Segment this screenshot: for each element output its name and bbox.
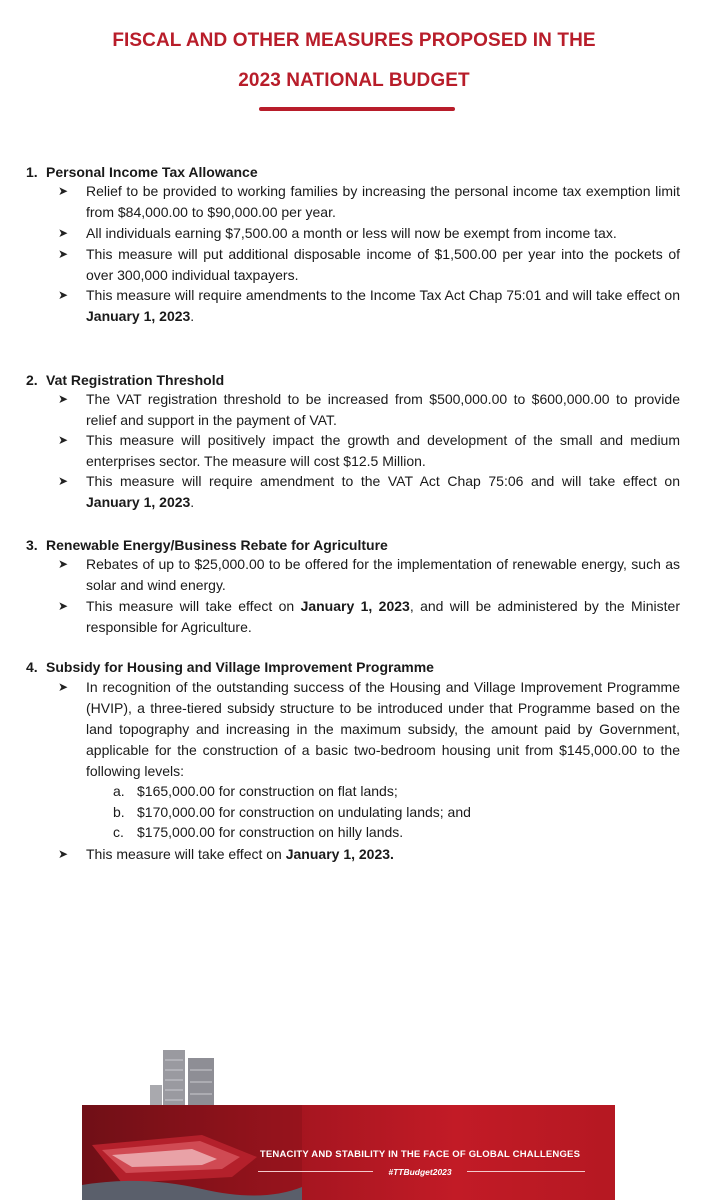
- section-title: Vat Registration Threshold: [46, 372, 225, 388]
- bullet-text: All individuals earning $7,500.00 a month or less will now be exempt from income tax.: [86, 225, 617, 241]
- arrow-bullet-icon: ➤: [58, 680, 69, 694]
- section-number: 3.: [26, 537, 38, 553]
- list-item: [58, 181, 680, 223]
- section-heading: [26, 162, 258, 182]
- list-item: [58, 554, 680, 596]
- section-heading: [26, 657, 434, 677]
- list-item: [58, 389, 680, 431]
- bullet-text: This measure will put additional disposable income of $1,500.00 per year into the pockets of over 300,000 individual taxpayers.: [86, 246, 680, 283]
- arrow-bullet-icon: ➤: [58, 847, 69, 861]
- list-item: [58, 223, 680, 244]
- arrow-bullet-icon: ➤: [58, 226, 69, 240]
- section-number: 4.: [26, 659, 38, 675]
- list-item: [58, 844, 680, 865]
- list-item: [58, 471, 680, 513]
- sub-list-item: c. $175,000.00 for construction on hilly lands.: [113, 824, 404, 840]
- arrow-bullet-icon: ➤: [58, 392, 69, 406]
- bullet-text: This measure will require amendment to the VAT Act Chap 75:06 and will take effect on January 1, 2023.: [86, 473, 680, 510]
- list-item: [58, 596, 680, 638]
- footer-divider: [258, 1171, 373, 1172]
- section-title: Subsidy for Housing and Village Improvement Programme: [46, 659, 434, 675]
- bullet-text: This measure will take effect on January 1, 2023, and will be administered by the Minister responsible for Agriculture.: [86, 598, 681, 635]
- arrow-bullet-icon: ➤: [58, 184, 69, 198]
- list-item: [58, 677, 680, 782]
- bullet-text: This measure will take effect on January 1, 2023.: [86, 846, 394, 862]
- sub-list-item: b. $170,000.00 for construction on undulating lands; and: [113, 804, 471, 820]
- section-heading: [26, 535, 388, 555]
- sub-list-item: a. $165,000.00 for construction on flat lands;: [113, 783, 398, 799]
- bullet-text: In recognition of the outstanding success of the Housing and Village Improvement Programme (HVIP), a three-tiered subsidy structure to be introduced under that Programme based on the land topography and increasing in the maximum subsidy, the amount paid by Government, applicable for the construction of a basic two-bedroom housing unit from $145,000.00 to the following levels:: [86, 679, 680, 779]
- list-item: [58, 430, 680, 472]
- section-heading: [26, 370, 224, 390]
- bullet-text: Relief to be provided to working families by increasing the personal income tax exemption limit from $84,000.00 to $90,000.00 per year.: [86, 183, 680, 220]
- arrow-bullet-icon: ➤: [58, 247, 69, 261]
- bullet-text: Rebates of up to $25,000.00 to be offered for the implementation of renewable energy, such as solar and wind energy.: [86, 556, 680, 593]
- section-number: 2.: [26, 372, 38, 388]
- footer-hashtag: #TTBudget2023: [388, 1167, 452, 1177]
- arrow-bullet-icon: ➤: [58, 557, 69, 571]
- arrow-bullet-icon: ➤: [58, 433, 69, 447]
- bullet-text: This measure will positively impact the growth and development of the small and medium enterprises sector. The measure will cost $12.5 Million.: [86, 432, 680, 469]
- section-title: Personal Income Tax Allowance: [46, 164, 258, 180]
- page-title-line-1: FISCAL AND OTHER MEASURES PROPOSED IN THE: [112, 30, 596, 51]
- list-item: [58, 285, 680, 327]
- bullet-text: This measure will require amendments to the Income Tax Act Chap 75:01 and will take effect on January 1, 2023.: [86, 287, 680, 324]
- bullet-text: The VAT registration threshold to be increased from $500,000.00 to $600,000.00 to provide relief and support in the payment of VAT.: [86, 391, 680, 428]
- footer-tagline: TENACITY AND STABILITY IN THE FACE OF GLOBAL CHALLENGES: [259, 1149, 581, 1160]
- arrow-bullet-icon: ➤: [58, 288, 69, 302]
- arrow-bullet-icon: ➤: [58, 599, 69, 613]
- section-title: Renewable Energy/Business Rebate for Agriculture: [46, 537, 388, 553]
- list-item: [58, 244, 680, 286]
- page-title-line-2: 2023 NATIONAL BUDGET: [238, 70, 470, 91]
- footer-divider: [467, 1171, 585, 1172]
- arrow-bullet-icon: ➤: [58, 474, 69, 488]
- section-number: 1.: [26, 164, 38, 180]
- title-underline: [259, 107, 455, 111]
